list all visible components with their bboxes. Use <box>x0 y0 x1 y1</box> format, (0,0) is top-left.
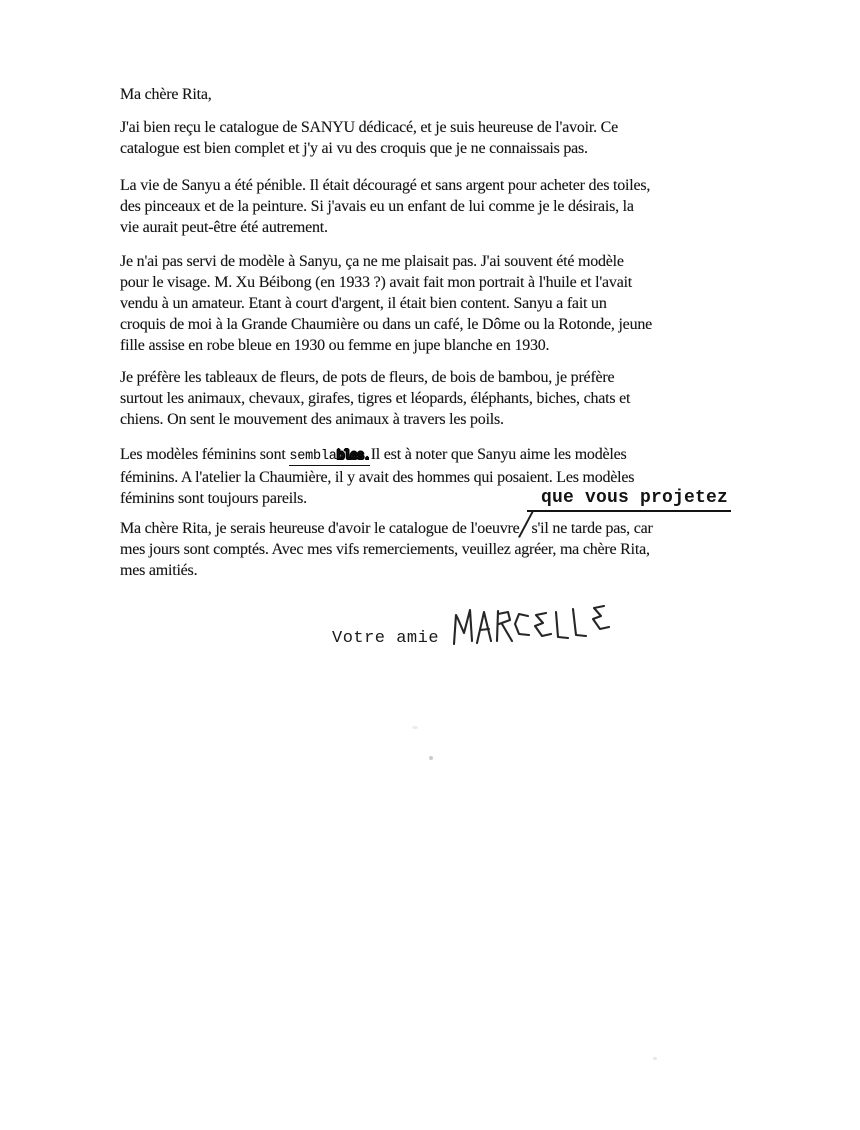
overstruck-letters: bles. <box>336 449 370 464</box>
letter-line: surtout les animaux, chevaux, girafes, tigres et léopards, éléphants, biches, chats et <box>120 390 631 407</box>
letter-line: croquis de moi à la Grande Chaumière ou dans un café, le Dôme ou la Rotonde, jeune <box>120 316 653 333</box>
letter-line: féminins. A l'atelier la Chaumière, il y avait des hommes qui posaient. Les modèles <box>120 469 635 486</box>
letter-line: chiens. On sent le mouvement des animaux à travers les poils. <box>120 411 504 428</box>
letter-line: J'ai bien reçu le catalogue de SANYU dédicacé, et je suis heureuse de l'avoir. Ce <box>120 119 618 136</box>
letter-line: La vie de Sanyu a été pénible. Il était découragé et sans argent pour acheter des toiles, <box>120 177 651 194</box>
letter-line: vendu à un amateur. Etant à court d'argent, il était bien content. Sanyu a fait un <box>120 295 607 312</box>
inserted-word <box>289 449 369 466</box>
signature-name-text <box>0 0 1 1</box>
line-text: Il est à noter que Sanyu aime les modèles <box>370 446 627 463</box>
letter-line: Je n'ai pas servi de modèle à Sanyu, ça ne me plaisait pas. J'ai souvent été modèle <box>120 253 624 270</box>
signature-stroke-a <box>477 612 491 643</box>
signature-marcelle <box>450 600 618 652</box>
paragraph-3 <box>120 251 652 356</box>
letter-line: féminins sont toujours pareils. <box>120 490 307 507</box>
letter-line: des pinceaux et de la peinture. Si j'avais eu un enfant de lui comme je le désirais, la <box>120 198 634 215</box>
closing-votre-amie: Votre amie <box>332 629 440 648</box>
line-text: s'il ne tarde pas, car <box>531 520 653 537</box>
paragraph-1 <box>120 117 618 159</box>
letter-line: mes amitiés. <box>120 562 198 579</box>
letter-line: pour le visage. M. Xu Béibong (en 1933 ?) avait fait mon portrait à l'huile et l'avait <box>120 274 633 291</box>
letter-line: Je préfère les tableaux de fleurs, de pots de fleurs, de bois de bambou, je préfère <box>120 369 615 386</box>
salutation: Ma chère Rita, <box>120 86 212 103</box>
inserted-word-visible: sembla <box>289 449 337 464</box>
signature-stroke-e2 <box>593 606 609 629</box>
letter-line: vie aurait peut-être été autrement. <box>120 219 328 236</box>
signature-stroke-r <box>497 611 512 641</box>
annotation-que-vous-projetez: que vous projetez <box>527 488 731 512</box>
letter-line <box>120 444 634 467</box>
scan-speck <box>412 726 418 729</box>
signature-stroke-m <box>454 610 472 644</box>
signature-stroke-c <box>515 614 529 635</box>
paragraph-6 <box>120 501 653 581</box>
letter-line: mes jours sont comptés. Avec mes vifs remerciements, veuillez agréer, ma chère Rita, <box>120 541 650 558</box>
paragraph-2 <box>120 175 650 238</box>
line-text: Les modèles féminins sont <box>120 446 290 463</box>
letter-line: catalogue est bien complet et j'y ai vu des croquis que je ne connaissais pas. <box>120 140 588 157</box>
letter-line <box>120 501 653 549</box>
insertion-caret-mark: / <box>515 501 535 549</box>
signature-stroke-e1 <box>535 613 551 636</box>
scan-speck <box>429 756 433 760</box>
paragraph-4 <box>120 367 630 430</box>
signature-stroke-l2 <box>573 609 586 636</box>
signature-stroke-l1 <box>556 612 568 638</box>
line-text: Ma chère Rita, je serais heureuse d'avoir le catalogue de l'oeuvre <box>120 520 520 537</box>
letter-line: fille assise en robe bleue en 1930 ou femme en jupe blanche en 1930. <box>120 337 550 354</box>
scan-speck <box>653 1057 657 1060</box>
